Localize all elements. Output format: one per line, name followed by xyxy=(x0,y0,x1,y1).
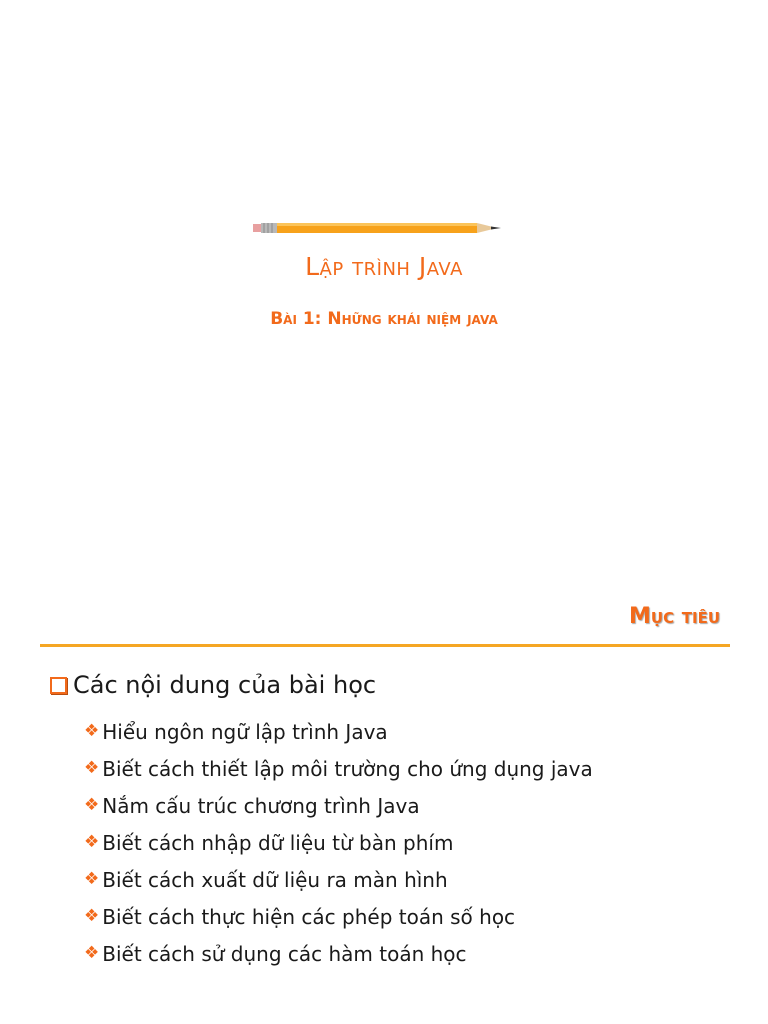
list-item-text: Biết cách sử dụng các hàm toán học xyxy=(102,941,467,966)
objectives-heading: Mục tiêu xyxy=(629,604,720,629)
diamond-bullet-icon: ❖ xyxy=(84,721,100,741)
square-bullet-icon xyxy=(50,677,67,694)
list-item-text: Biết cách xuất dữ liệu ra màn hình xyxy=(102,867,448,892)
diamond-bullet-icon: ❖ xyxy=(84,869,100,889)
main-bullet-text: Các nội dung của bài học xyxy=(73,671,377,699)
heading-divider xyxy=(40,644,730,647)
diamond-bullet-icon: ❖ xyxy=(84,943,100,963)
list-item xyxy=(84,787,593,824)
objectives-slide xyxy=(0,576,768,1024)
pencil-icon xyxy=(253,219,505,237)
list-item xyxy=(84,898,593,935)
list-item-text: Biết cách nhập dữ liệu từ bàn phím xyxy=(102,830,454,855)
diamond-bullet-icon: ❖ xyxy=(84,832,100,852)
list-item xyxy=(84,935,593,972)
list-item xyxy=(84,824,593,861)
slide-title: Lập trình Java xyxy=(305,252,463,281)
diamond-bullet-icon: ❖ xyxy=(84,906,100,926)
list-item-text: Biết cách thiết lập môi trường cho ứng dụng java xyxy=(102,756,593,781)
list-item-text: Biết cách thực hiện các phép toán số học xyxy=(102,904,516,929)
list-item xyxy=(84,750,593,787)
main-bullet xyxy=(50,671,376,699)
list-item-text: Hiểu ngôn ngữ lập trình Java xyxy=(102,719,388,744)
list-item-text: Nắm cấu trúc chương trình Java xyxy=(102,793,420,818)
objectives-list xyxy=(84,713,593,972)
list-item xyxy=(84,861,593,898)
diamond-bullet-icon: ❖ xyxy=(84,758,100,778)
diamond-bullet-icon: ❖ xyxy=(84,795,100,815)
slide-subtitle: Bài 1: Những khái niệm java xyxy=(270,309,498,329)
list-item xyxy=(84,713,593,750)
